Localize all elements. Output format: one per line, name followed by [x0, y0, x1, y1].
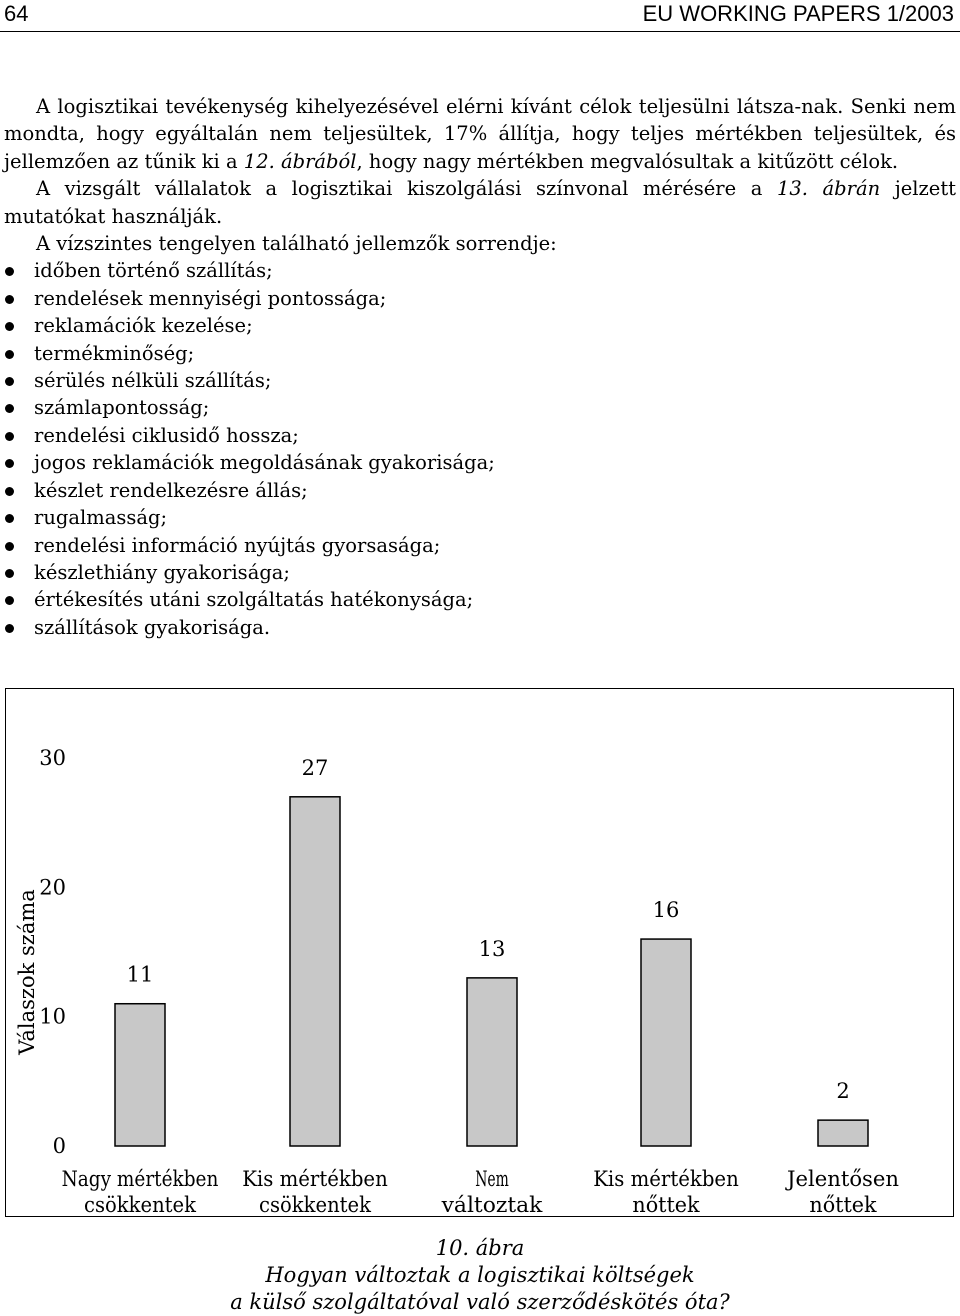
figure-reference-12: 12. ábrából — [243, 149, 357, 173]
y-tick-label: 0 — [52, 1134, 66, 1158]
category-label: Nagy mértékben — [61, 1167, 219, 1191]
figure-caption — [0, 1235, 960, 1316]
bar — [467, 978, 517, 1146]
list-item: számlapontosság; — [4, 394, 956, 421]
figure-caption-line-2: a külső szolgáltatóval való szerződéskötés óta? — [230, 1290, 730, 1314]
category-label: Jelentősen — [784, 1167, 899, 1191]
list-item: jogos reklamációk megoldásának gyakorisága; — [4, 449, 956, 476]
paragraph-goals-text-a: A logisztikai tevékenység kihelyezésével elérni kívánt célok teljesülni látsza-nak. Senki nem mondta, hogy egyáltalán nem teljesültek, 17% állítja, hogy teljes mértékben teljesültek, és jellemzően az tűnik ki a — [4, 95, 956, 173]
list-item: időben történő szállítás; — [4, 257, 956, 284]
list-item: szállítások gyakorisága. — [4, 614, 956, 641]
data-label: 16 — [652, 898, 680, 923]
list-item: értékesítés utáni szolgáltatás hatékonysága; — [4, 586, 956, 613]
bar — [290, 797, 340, 1146]
y-tick-label: 20 — [39, 875, 66, 900]
y-axis-label: Válaszok száma — [15, 889, 39, 1055]
figure-caption-line-1: Hogyan változtak a logisztikai költségek — [265, 1263, 695, 1287]
paragraph-axis-order: A vízszintes tengelyen található jellemzők sorrendje: — [36, 232, 557, 256]
list-item: készlethiány gyakorisága; — [4, 559, 956, 586]
y-tick-label: 10 — [39, 1004, 66, 1029]
list-item: készlet rendelkezésre állás; — [4, 477, 956, 504]
paragraph-indicators-text-a: A vizsgált vállalatok a logisztikai kiszolgálási színvonal mérésére a — [36, 177, 777, 201]
paragraph-indicators-text-b: jelzett mutatókat használják. — [4, 177, 957, 228]
category-label: Kis mértékben — [242, 1167, 388, 1191]
list-item: rugalmasság; — [4, 504, 956, 531]
bar — [818, 1120, 868, 1146]
category-label: változtak — [440, 1193, 543, 1217]
page-number: 64 — [4, 1, 29, 26]
list-item: termékminőség; — [4, 340, 956, 367]
journal-title: EU WORKING PAPERS 1/2003 — [642, 1, 954, 26]
data-label: 11 — [126, 962, 154, 987]
category-label: csökkentek — [84, 1193, 197, 1217]
list-item: rendelési információ nyújtás gyorsasága; — [4, 532, 956, 559]
figure-number: 10. ábra — [435, 1236, 525, 1260]
data-label: 2 — [836, 1079, 850, 1104]
data-label: 27 — [301, 755, 329, 780]
paragraph-goals-text-b: , hogy nagy mértékben megvalósultak a kitűzött célok. — [356, 149, 899, 173]
category-label: nőttek — [809, 1193, 877, 1217]
data-label: 13 — [478, 936, 506, 961]
category-label: csökkentek — [259, 1193, 372, 1217]
y-tick-label: 30 — [39, 746, 66, 770]
figure-reference-13: 13. ábrán — [776, 177, 881, 201]
bar — [641, 939, 691, 1146]
list-item: rendelések mennyiségi pontossága; — [4, 285, 956, 312]
list-item: sérülés nélküli szállítás; — [4, 367, 956, 394]
list-item: reklamációk kezelése; — [4, 312, 956, 339]
bar — [115, 1004, 165, 1146]
list-item: rendelési ciklusidő hossza; — [4, 422, 956, 449]
category-label: Kis mértékben — [593, 1167, 739, 1191]
category-label: nőttek — [632, 1193, 700, 1217]
category-label: Nem — [475, 1167, 509, 1191]
